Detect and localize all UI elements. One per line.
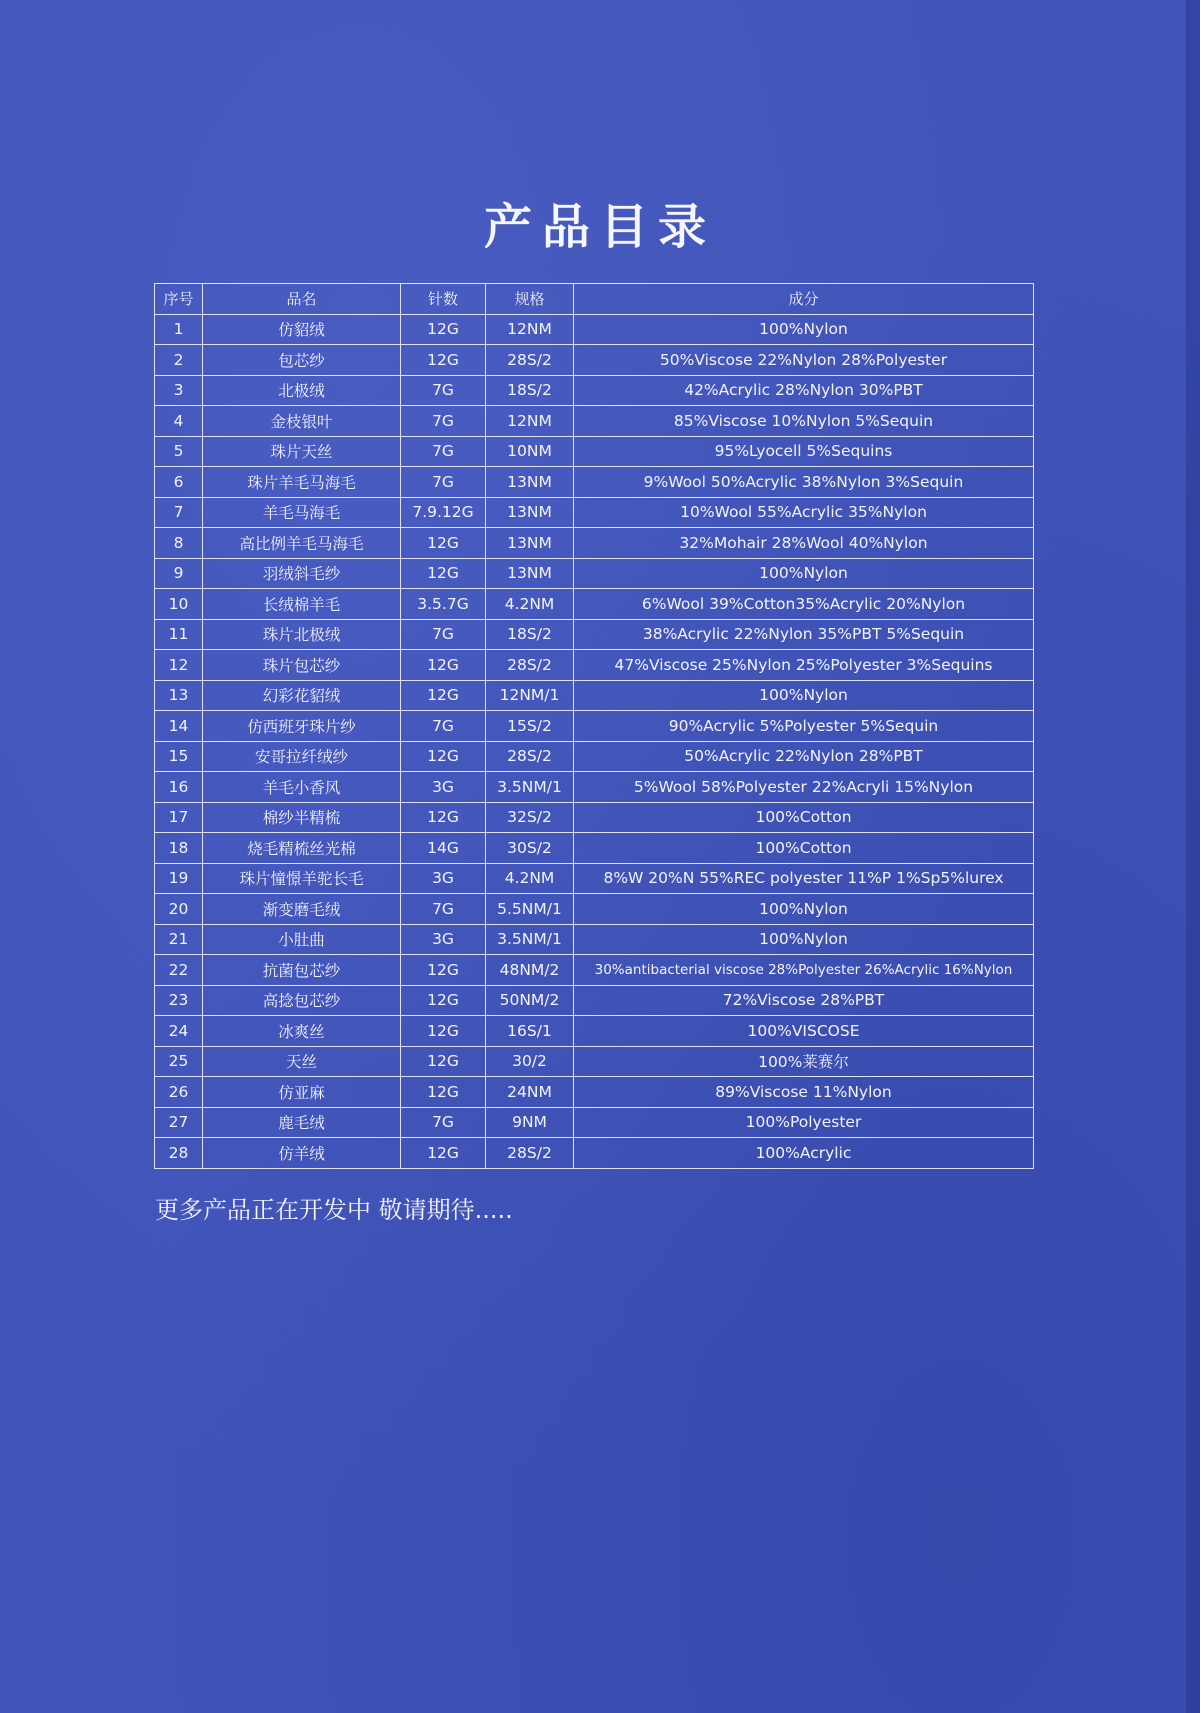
table-row — [155, 863, 1034, 894]
cell-product-name: 珠片包芯纱 — [203, 650, 401, 681]
cell-product-name: 烧毛精梳丝光棉 — [203, 833, 401, 864]
cell-gauge: 12G — [401, 1046, 486, 1077]
cell-gauge: 12G — [401, 955, 486, 986]
cell-gauge: 7G — [401, 711, 486, 742]
cell-spec: 28S/2 — [486, 345, 574, 376]
table-row — [155, 711, 1034, 742]
cell-product-name: 珠片天丝 — [203, 436, 401, 467]
cell-gauge: 7G — [401, 1107, 486, 1138]
table-row — [155, 1046, 1034, 1077]
cell-spec: 3.5NM/1 — [486, 772, 574, 803]
cell-gauge: 3G — [401, 924, 486, 955]
cell-serial-no: 21 — [155, 924, 203, 955]
cell-spec: 13NM — [486, 528, 574, 559]
cell-product-name: 北极绒 — [203, 375, 401, 406]
cell-gauge: 7G — [401, 406, 486, 437]
table-row — [155, 1138, 1034, 1169]
cell-composition: 100%VISCOSE — [574, 1016, 1034, 1047]
cell-spec: 13NM — [486, 497, 574, 528]
table-row — [155, 833, 1034, 864]
cell-gauge: 3G — [401, 772, 486, 803]
cell-product-name: 珠片羊毛马海毛 — [203, 467, 401, 498]
table-row — [155, 924, 1034, 955]
cell-product-name: 羽绒斜毛纱 — [203, 558, 401, 589]
cell-serial-no: 27 — [155, 1107, 203, 1138]
cell-spec: 4.2NM — [486, 863, 574, 894]
cell-serial-no: 24 — [155, 1016, 203, 1047]
cell-spec: 50NM/2 — [486, 985, 574, 1016]
cell-gauge: 12G — [401, 1016, 486, 1047]
table-row — [155, 741, 1034, 772]
cell-spec: 28S/2 — [486, 650, 574, 681]
cell-serial-no: 4 — [155, 406, 203, 437]
cell-composition: 90%Acrylic 5%Polyester 5%Sequin — [574, 711, 1034, 742]
cell-serial-no: 3 — [155, 375, 203, 406]
cell-spec: 12NM/1 — [486, 680, 574, 711]
cell-spec: 18S/2 — [486, 375, 574, 406]
cell-spec: 4.2NM — [486, 589, 574, 620]
cell-product-name: 小肚曲 — [203, 924, 401, 955]
cell-serial-no: 26 — [155, 1077, 203, 1108]
cell-gauge: 12G — [401, 345, 486, 376]
table-row — [155, 619, 1034, 650]
cell-composition: 50%Viscose 22%Nylon 28%Polyester — [574, 345, 1034, 376]
table-row — [155, 894, 1034, 925]
cell-product-name: 棉纱半精梳 — [203, 802, 401, 833]
cell-gauge: 7.9.12G — [401, 497, 486, 528]
cell-spec: 12NM — [486, 314, 574, 345]
cell-gauge: 12G — [401, 314, 486, 345]
cell-composition: 38%Acrylic 22%Nylon 35%PBT 5%Sequin — [574, 619, 1034, 650]
table-row — [155, 650, 1034, 681]
cell-serial-no: 18 — [155, 833, 203, 864]
table-body — [155, 314, 1034, 1168]
cell-spec: 24NM — [486, 1077, 574, 1108]
cell-gauge: 12G — [401, 985, 486, 1016]
cell-composition: 5%Wool 58%Polyester 22%Acryli 15%Nylon — [574, 772, 1034, 803]
table-row — [155, 1107, 1034, 1138]
cell-gauge: 12G — [401, 558, 486, 589]
cell-serial-no: 12 — [155, 650, 203, 681]
table-row — [155, 497, 1034, 528]
cell-gauge: 7G — [401, 467, 486, 498]
cell-composition: 72%Viscose 28%PBT — [574, 985, 1034, 1016]
cell-composition: 100%莱赛尔 — [574, 1046, 1034, 1077]
cell-product-name: 高比例羊毛马海毛 — [203, 528, 401, 559]
cell-composition: 100%Nylon — [574, 680, 1034, 711]
cell-product-name: 长绒棉羊毛 — [203, 589, 401, 620]
cell-serial-no: 28 — [155, 1138, 203, 1169]
cell-spec: 3.5NM/1 — [486, 924, 574, 955]
cell-product-name: 抗菌包芯纱 — [203, 955, 401, 986]
cell-product-name: 冰爽丝 — [203, 1016, 401, 1047]
cell-composition: 100%Cotton — [574, 802, 1034, 833]
cell-composition: 50%Acrylic 22%Nylon 28%PBT — [574, 741, 1034, 772]
cell-product-name: 珠片憧憬羊驼长毛 — [203, 863, 401, 894]
header-serial-no: 序号 — [155, 284, 203, 315]
page-title: 产品目录 — [483, 199, 716, 255]
cell-serial-no: 5 — [155, 436, 203, 467]
cell-spec: 30/2 — [486, 1046, 574, 1077]
cell-gauge: 12G — [401, 680, 486, 711]
cell-gauge: 7G — [401, 619, 486, 650]
cell-spec: 13NM — [486, 467, 574, 498]
table-row — [155, 1077, 1034, 1108]
cell-spec: 28S/2 — [486, 1138, 574, 1169]
cell-composition: 47%Viscose 25%Nylon 25%Polyester 3%Sequins — [574, 650, 1034, 681]
cell-gauge: 12G — [401, 1138, 486, 1169]
cell-product-name: 幻彩花貂绒 — [203, 680, 401, 711]
cell-spec: 9NM — [486, 1107, 574, 1138]
table-row — [155, 345, 1034, 376]
cell-serial-no: 8 — [155, 528, 203, 559]
cell-composition: 6%Wool 39%Cotton35%Acrylic 20%Nylon — [574, 589, 1034, 620]
cell-spec: 12NM — [486, 406, 574, 437]
cell-product-name: 渐变磨毛绒 — [203, 894, 401, 925]
footer-note: 更多产品正在开发中 敬请期待..... — [155, 1196, 513, 1224]
cell-gauge: 3G — [401, 863, 486, 894]
product-catalog-table — [154, 283, 1034, 1169]
table-row — [155, 375, 1034, 406]
header-spec: 规格 — [486, 284, 574, 315]
cell-product-name: 仿西班牙珠片纱 — [203, 711, 401, 742]
cell-product-name: 金枝银叶 — [203, 406, 401, 437]
cell-product-name: 珠片北极绒 — [203, 619, 401, 650]
table-row — [155, 1016, 1034, 1047]
cell-spec: 13NM — [486, 558, 574, 589]
cell-product-name: 安哥拉纤绒纱 — [203, 741, 401, 772]
cell-composition: 30%antibacterial viscose 28%Polyester 26%Acrylic 16%Nylon — [574, 955, 1034, 986]
header-gauge: 针数 — [401, 284, 486, 315]
cell-product-name: 仿貂绒 — [203, 314, 401, 345]
cell-composition: 100%Polyester — [574, 1107, 1034, 1138]
cell-serial-no: 25 — [155, 1046, 203, 1077]
cell-composition: 100%Nylon — [574, 924, 1034, 955]
cell-product-name: 天丝 — [203, 1046, 401, 1077]
cell-product-name: 羊毛马海毛 — [203, 497, 401, 528]
cell-composition: 9%Wool 50%Acrylic 38%Nylon 3%Sequin — [574, 467, 1034, 498]
cell-serial-no: 13 — [155, 680, 203, 711]
table-row — [155, 528, 1034, 559]
cell-product-name: 鹿毛绒 — [203, 1107, 401, 1138]
cell-spec: 18S/2 — [486, 619, 574, 650]
table-header-row — [155, 284, 1034, 315]
cell-serial-no: 2 — [155, 345, 203, 376]
cell-serial-no: 20 — [155, 894, 203, 925]
header-composition: 成分 — [574, 284, 1034, 315]
cell-serial-no: 23 — [155, 985, 203, 1016]
cell-gauge: 12G — [401, 1077, 486, 1108]
cell-spec: 16S/1 — [486, 1016, 574, 1047]
table-row — [155, 955, 1034, 986]
table-row — [155, 314, 1034, 345]
cell-composition: 100%Cotton — [574, 833, 1034, 864]
cell-serial-no: 14 — [155, 711, 203, 742]
header-product-name: 品名 — [203, 284, 401, 315]
table-row — [155, 985, 1034, 1016]
cell-composition: 89%Viscose 11%Nylon — [574, 1077, 1034, 1108]
cell-spec: 15S/2 — [486, 711, 574, 742]
cell-serial-no: 16 — [155, 772, 203, 803]
cell-serial-no: 15 — [155, 741, 203, 772]
cell-gauge: 7G — [401, 894, 486, 925]
table-row — [155, 802, 1034, 833]
cell-gauge: 12G — [401, 528, 486, 559]
cell-composition: 100%Nylon — [574, 558, 1034, 589]
cell-composition: 85%Viscose 10%Nylon 5%Sequin — [574, 406, 1034, 437]
cell-spec: 30S/2 — [486, 833, 574, 864]
cell-spec: 28S/2 — [486, 741, 574, 772]
table-row — [155, 467, 1034, 498]
cell-serial-no: 7 — [155, 497, 203, 528]
cell-spec: 32S/2 — [486, 802, 574, 833]
table-row — [155, 558, 1034, 589]
cell-product-name: 羊毛小香风 — [203, 772, 401, 803]
cell-serial-no: 19 — [155, 863, 203, 894]
table-row — [155, 436, 1034, 467]
cell-composition: 100%Acrylic — [574, 1138, 1034, 1169]
cell-serial-no: 1 — [155, 314, 203, 345]
cell-gauge: 12G — [401, 650, 486, 681]
cell-gauge: 3.5.7G — [401, 589, 486, 620]
cell-product-name: 仿羊绒 — [203, 1138, 401, 1169]
cell-composition: 32%Mohair 28%Wool 40%Nylon — [574, 528, 1034, 559]
cell-gauge: 7G — [401, 436, 486, 467]
cell-product-name: 包芯纱 — [203, 345, 401, 376]
cell-spec: 10NM — [486, 436, 574, 467]
cell-serial-no: 6 — [155, 467, 203, 498]
cell-gauge: 12G — [401, 741, 486, 772]
table-row — [155, 680, 1034, 711]
cell-composition: 100%Nylon — [574, 314, 1034, 345]
cell-serial-no: 11 — [155, 619, 203, 650]
cell-serial-no: 22 — [155, 955, 203, 986]
cell-spec: 5.5NM/1 — [486, 894, 574, 925]
table-row — [155, 589, 1034, 620]
cell-composition: 100%Nylon — [574, 894, 1034, 925]
cell-serial-no: 10 — [155, 589, 203, 620]
cell-gauge: 7G — [401, 375, 486, 406]
cell-product-name: 高捻包芯纱 — [203, 985, 401, 1016]
cell-serial-no: 9 — [155, 558, 203, 589]
cell-serial-no: 17 — [155, 802, 203, 833]
cell-product-name: 仿亚麻 — [203, 1077, 401, 1108]
cell-composition: 95%Lyocell 5%Sequins — [574, 436, 1034, 467]
table-row — [155, 406, 1034, 437]
cell-composition: 8%W 20%N 55%REC polyester 11%P 1%Sp5%lurex — [574, 863, 1034, 894]
cell-spec: 48NM/2 — [486, 955, 574, 986]
table-row — [155, 772, 1034, 803]
cell-gauge: 12G — [401, 802, 486, 833]
cell-composition: 10%Wool 55%Acrylic 35%Nylon — [574, 497, 1034, 528]
cell-gauge: 14G — [401, 833, 486, 864]
cell-composition: 42%Acrylic 28%Nylon 30%PBT — [574, 375, 1034, 406]
